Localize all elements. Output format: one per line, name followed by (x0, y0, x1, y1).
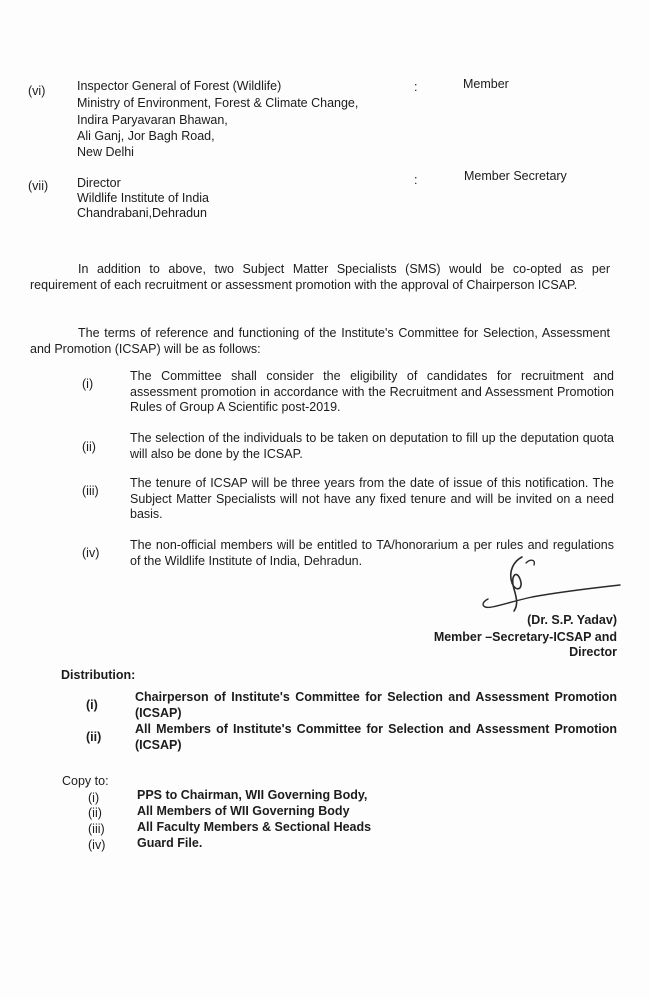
term-text: The non-official members will be entitled to TA/honorarium a per rules and regulations of the Wildlife Institute of India, Dehradun. (130, 538, 614, 568)
member-number: (vii) (28, 179, 49, 193)
term-text: The tenure of ICSAP will be three years from the date of issue of this notification. The Subject Matter Specialists will not have any fixed tenure and will be invited on a need basis. (130, 476, 614, 521)
copy-number: (ii) (88, 806, 102, 820)
member-role: Member (463, 77, 509, 91)
paragraph-sms: In addition to above, two Subject Matter Specialists (SMS) would be co-opted as per requirement of each recruitment or assessment promotion with the approval of Chairperson ICSAP. (30, 262, 610, 292)
copy-number: (iv) (88, 838, 106, 852)
copy-number: (iii) (88, 822, 105, 836)
term-number: (ii) (82, 440, 96, 454)
term-number: (i) (82, 377, 94, 391)
member-address-line: Director (77, 176, 121, 190)
term-number: (iii) (82, 484, 99, 498)
copy-to-heading: Copy to: (62, 774, 109, 788)
member-colon: : (414, 80, 418, 94)
member-address-line: Ali Ganj, Jor Bagh Road, (77, 129, 215, 143)
term-number: (iv) (82, 546, 100, 560)
distribution-number: (i) (86, 698, 98, 712)
member-address-line: Ministry of Environment, Forest & Climate Change, (77, 96, 359, 110)
signatory-title: Member –Secretary-ICSAP and (433, 630, 617, 644)
copy-item: All Faculty Members & Sectional Heads (137, 820, 372, 834)
copy-item: Guard File. (137, 836, 203, 850)
member-address-line: Wildlife Institute of India (77, 191, 210, 205)
distribution-heading: Distribution: (61, 668, 136, 682)
copy-item: All Members of WII Governing Body (137, 804, 350, 818)
member-address-line: New Delhi (77, 145, 134, 159)
signatory-title: Director (569, 645, 617, 659)
member-address-line: Chandrabani,Dehradun (77, 206, 207, 220)
member-address-line: Inspector General of Forest (Wildlife) (77, 79, 282, 93)
member-address-line: Indira Paryavaran Bhawan, (77, 113, 228, 127)
paragraph-terms-intro: The terms of reference and functioning of the Institute's Committee for Selection, Assessment and Promotion (ICSAP) will be as follows: (30, 326, 610, 356)
signature-mark (474, 553, 624, 617)
term-text: The selection of the individuals to be taken on deputation to fill up the deputation quota will also be done by the ICSAP. (130, 431, 614, 461)
member-number: (vi) (28, 84, 46, 98)
member-colon: : (414, 173, 418, 187)
distribution-number: (ii) (86, 730, 102, 744)
copy-number: (i) (88, 791, 100, 805)
distribution-item: Chairperson of Institute's Committee for Selection and Assessment Promotion (ICSAP) (135, 690, 617, 720)
distribution-item: All Members of Institute's Committee for Selection and Assessment Promotion (ICSAP) (135, 722, 617, 752)
signatory-name: (Dr. S.P. Yadav) (527, 613, 617, 627)
term-text: The Committee shall consider the eligibility of candidates for recruitment and assessment promotion in accordance with the Recruitment and Assessment Promotion Rules of Group A Scientific post-2019. (130, 369, 614, 414)
copy-item: PPS to Chairman, WII Governing Body, (137, 788, 368, 802)
member-role: Member Secretary (464, 169, 567, 183)
